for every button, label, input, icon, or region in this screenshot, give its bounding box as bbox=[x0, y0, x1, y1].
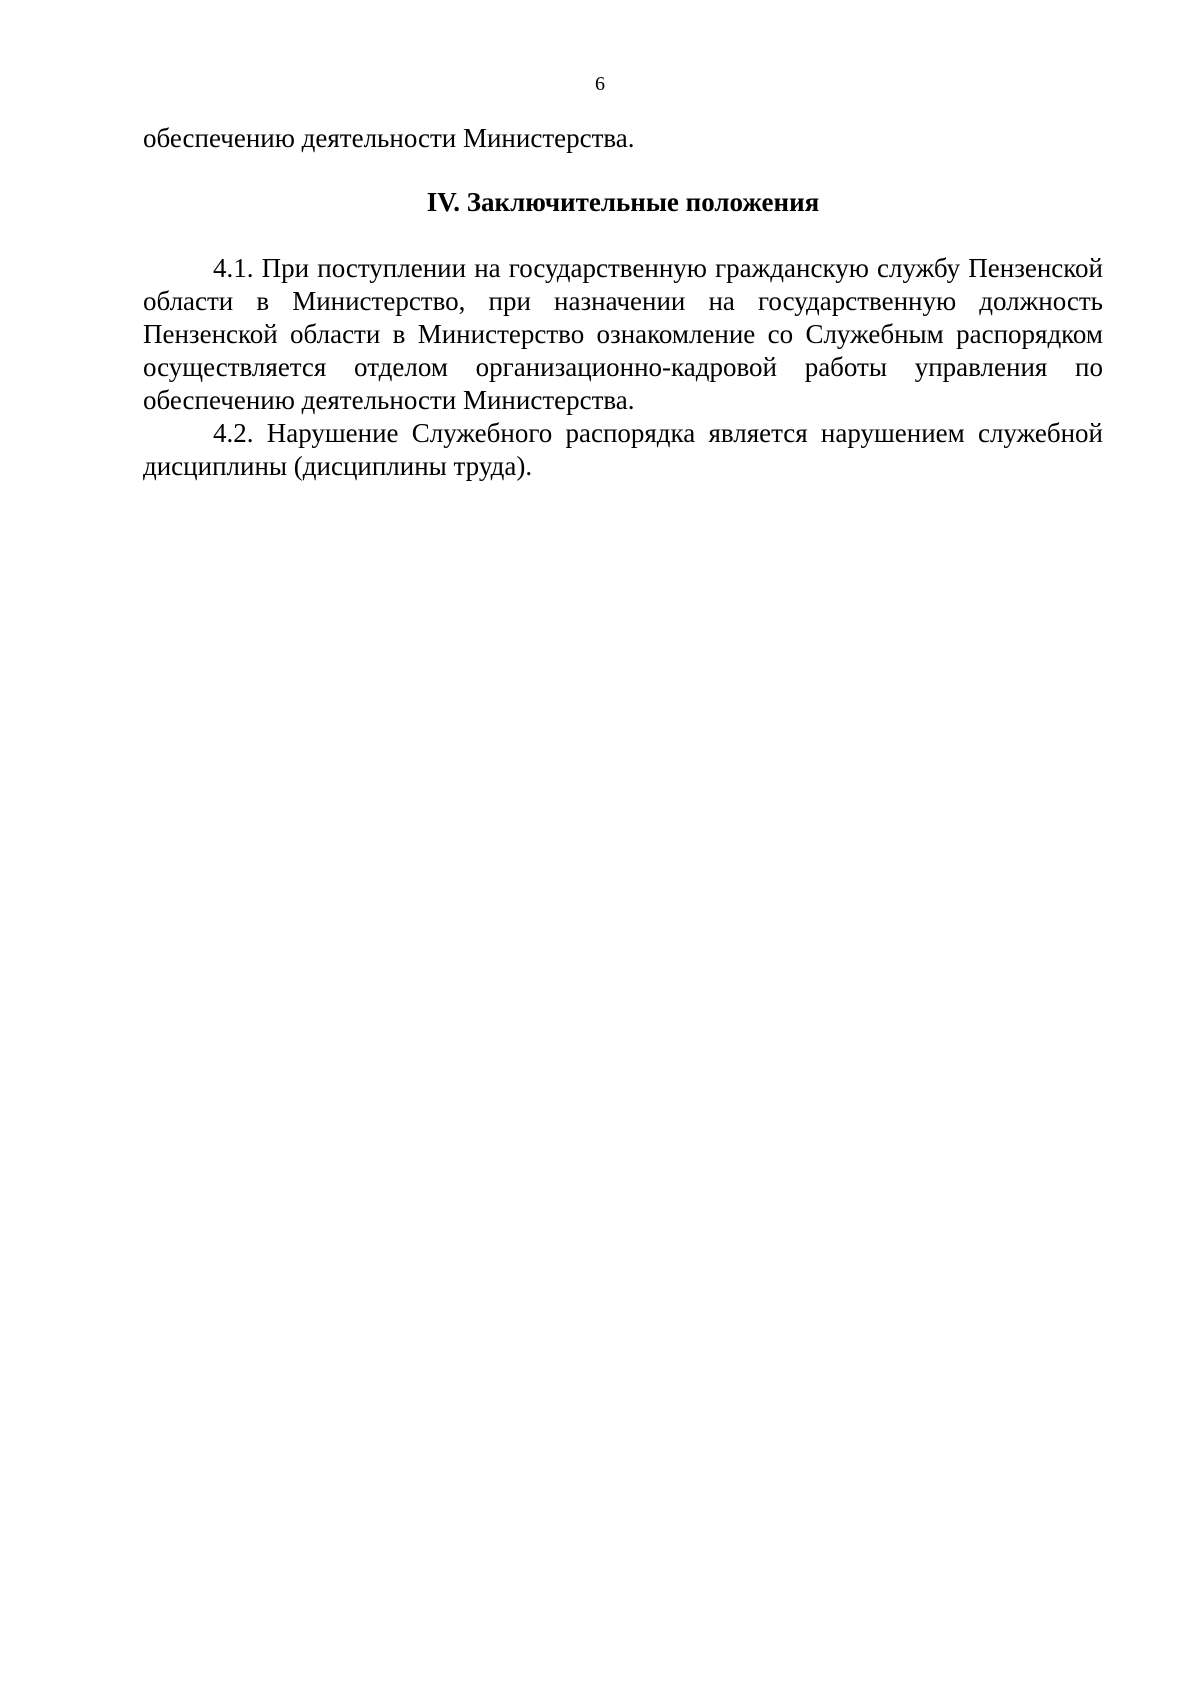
paragraph-4-1: 4.1. При поступлении на государственную гражданскую службу Пензенской области в Министерство, при назначении на государственную должность Пензенской области в Министерство ознакомление со Служебным распорядком осуществляется отделом организационно-кадровой работы управления по обеспечению деятельности Министерства. bbox=[143, 253, 1103, 415]
section-body bbox=[143, 252, 1103, 483]
page-number: 6 bbox=[595, 73, 605, 95]
section-heading: IV. Заключительные положения bbox=[426, 187, 820, 217]
paragraph-4-2: 4.2. Нарушение Служебного распорядка является нарушением служебной дисциплины (дисциплины труда). bbox=[143, 418, 1103, 481]
continuation-text: обеспечению деятельности Министерства. bbox=[143, 123, 635, 153]
